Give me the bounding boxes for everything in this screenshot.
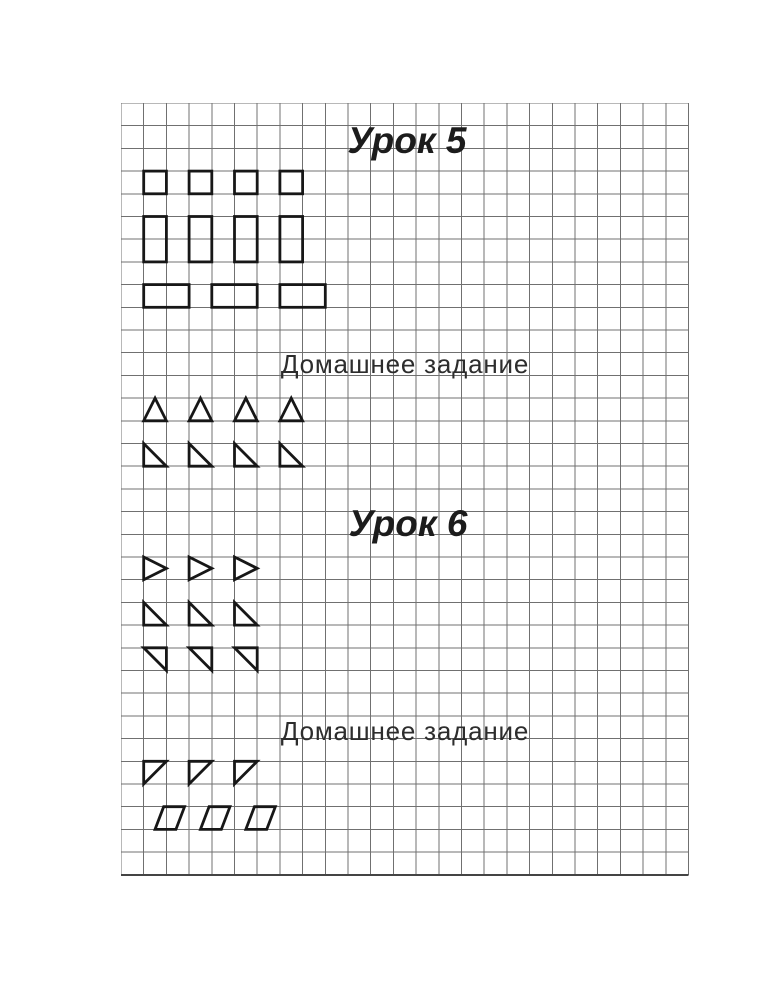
shape-triangle-top-right (144, 648, 167, 671)
shape-triangle-top-left (144, 761, 167, 784)
shape-square (144, 171, 167, 194)
shape-triangle-top-right (189, 648, 212, 671)
shape-triangle-right (144, 557, 167, 580)
shape-triangle-up (189, 398, 212, 421)
shape-triangle-right (189, 557, 212, 580)
shape-triangle-bottom-left (280, 444, 303, 467)
shape-triangle-bottom-left (189, 602, 212, 625)
lesson-5-title: Урок 5 (347, 120, 467, 161)
shape-parallelogram (155, 807, 185, 830)
shape-triangle-up (280, 398, 303, 421)
shape-parallelogram (246, 807, 276, 830)
shape-triangle-bottom-left (235, 602, 258, 625)
shape-square (280, 171, 303, 194)
shape-square (189, 171, 212, 194)
shape-triangle-top-left (189, 761, 212, 784)
lesson-6-title: Урок 6 (348, 503, 468, 544)
shape-triangle-right (235, 557, 258, 580)
shape-triangle-bottom-left (144, 602, 167, 625)
shape-triangle-bottom-left (235, 444, 258, 467)
shape-triangle-top-left (235, 761, 258, 784)
shape-triangle-bottom-left (189, 444, 212, 467)
lesson-5-homework-label: Домашнее задание (280, 349, 530, 379)
grid-paper (121, 103, 691, 878)
shape-triangle-up (144, 398, 167, 421)
shape-parallelogram (200, 807, 230, 830)
shape-square (235, 171, 258, 194)
shape-triangle-top-right (235, 648, 258, 671)
lesson-6-homework-label: Домашнее задание (280, 716, 530, 746)
shape-triangle-bottom-left (144, 444, 167, 467)
shape-triangle-up (235, 398, 258, 421)
